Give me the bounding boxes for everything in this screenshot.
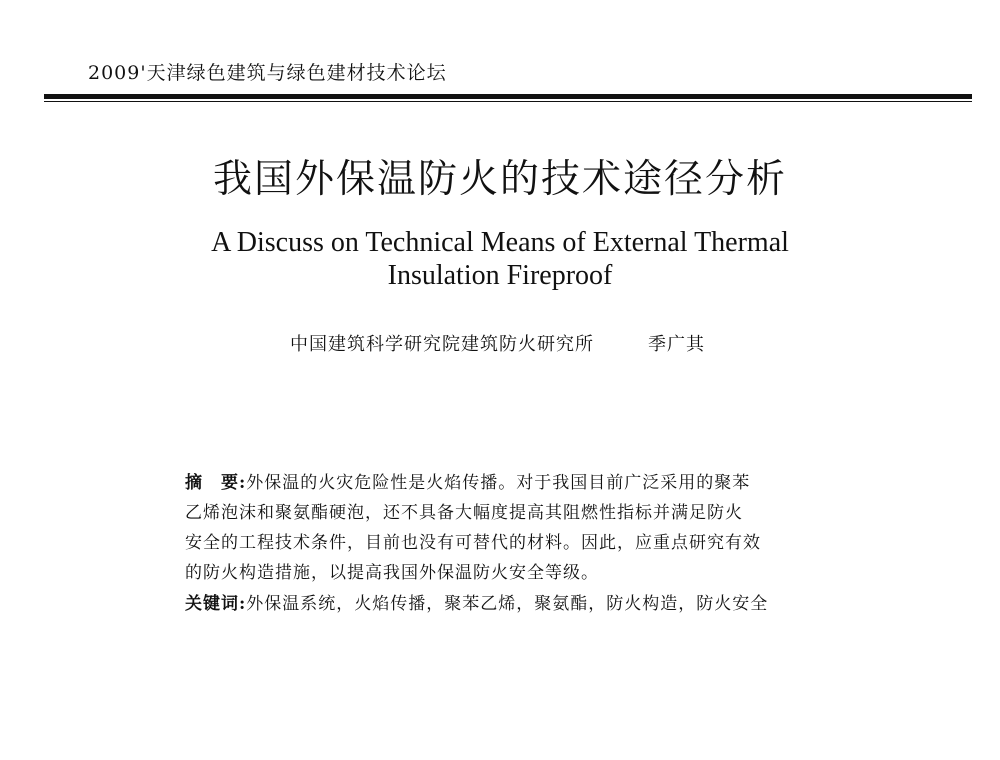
author-affiliation: 中国建筑科学研究院建筑防火研究所 [290,334,594,355]
paper-title-chinese: 我国外保温防火的技术途径分析 [212,157,787,202]
abstract-line: 乙烯泡沫和聚氨酯硬泡，还不具备大幅度提高其阻燃性指标并满足防火 [185,503,743,523]
abstract-block [185,468,825,619]
abstract-line [185,468,825,498]
abstract-line: 安全的工程技术条件，目前也没有可替代的材料。因此，应重点研究有效 [185,533,761,553]
abstract-text-1: 外保温的火灾危险性是火焰传播。对于我国目前广泛采用的聚苯 [246,473,751,493]
keywords-line [185,589,825,619]
header-rule-thick [44,94,972,99]
header-rule-thin [44,101,972,102]
author-line [290,330,705,356]
paper-title-english [0,226,1000,292]
abstract-line: 的防火构造措施，以提高我国外保温防火安全等级。 [185,563,599,583]
keywords-text: 外保温系统，火焰传播，聚苯乙烯，聚氨酯，防火构造，防火安全 [246,594,769,614]
paper-title-english-line1: A Discuss on Technical Means of External Thermal [211,227,789,258]
running-header: 2009'天津绿色建筑与绿色建材技术论坛 [88,62,447,84]
abstract-label: 摘 要: [185,473,247,493]
keywords-label: 关键词: [185,594,247,614]
paper-title-english-line2: Insulation Fireproof [387,260,613,291]
author-name: 季广其 [648,334,705,355]
